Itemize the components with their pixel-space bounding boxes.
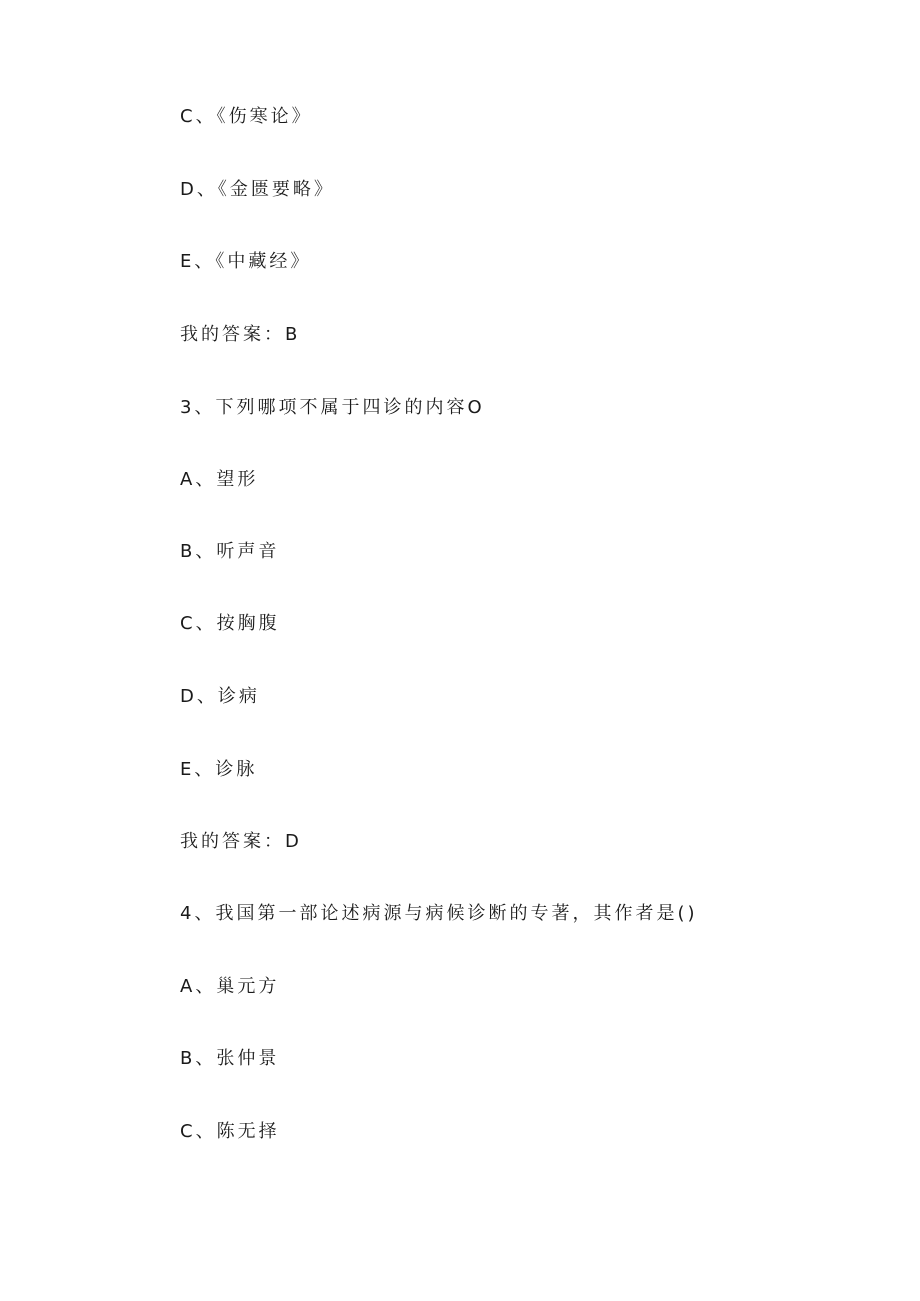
q3-option-d: D、诊病 [180,686,260,707]
q4-option-a: A、巢元方 [180,976,280,997]
q3-option-b: B、听声音 [180,541,280,562]
q4-option-c: C、陈无择 [180,1121,280,1142]
option-c-shanghan: C、《伤寒论》 [180,106,313,127]
question-3: 3、下列哪项不属于四诊的内容O [180,397,485,418]
q3-option-a: A、望形 [180,469,259,490]
option-e-zhongzang: E、《中藏经》 [180,251,312,272]
option-d-jingui: D、《金匮要略》 [180,179,335,200]
question-4: 4、我国第一部论述病源与病候诊断的专著，其作者是() [180,903,698,924]
q4-option-b: B、张仲景 [180,1048,280,1069]
q3-option-e: E、诊脉 [180,759,258,780]
q3-option-c: C、按胸腹 [180,613,280,634]
answer-q2: 我的答案：B [180,324,301,345]
answer-q3: 我的答案：D [180,831,302,852]
